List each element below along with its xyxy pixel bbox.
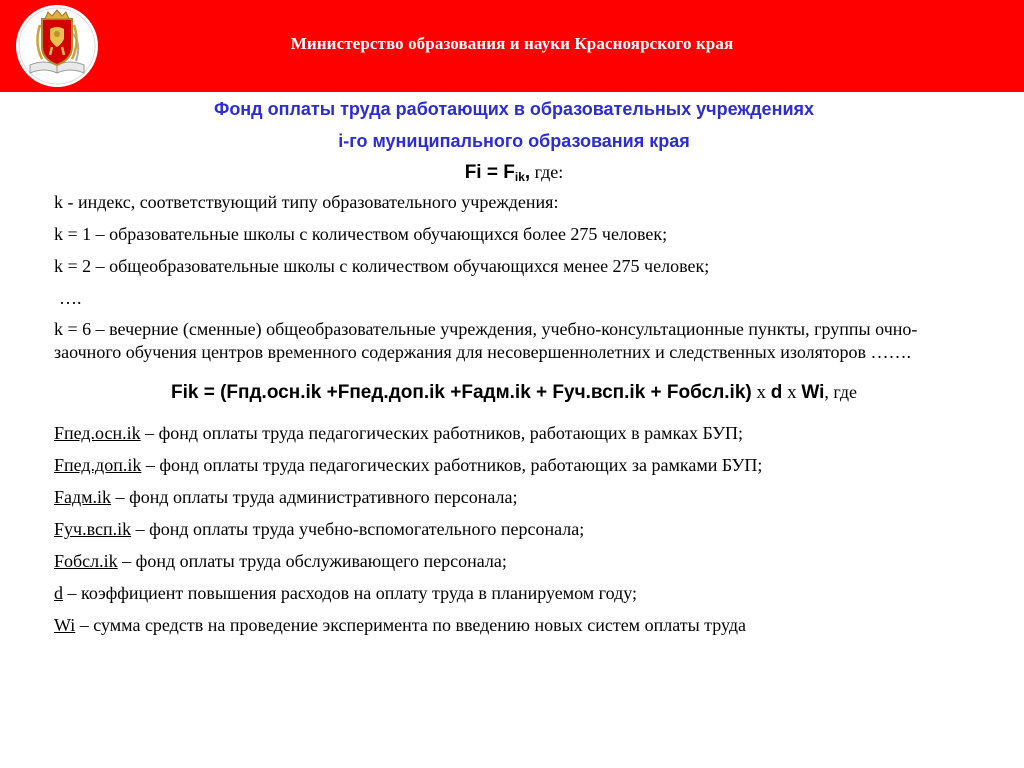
k-2-line: k = 2 – общеобразовательные школы с количеством обучающихся менее 275 человек; [54, 256, 710, 276]
slide-title-line-2: i-го муниципального образования края [338, 131, 690, 151]
definition-item [54, 422, 974, 445]
formula-fik-main: Fik = (Fпд.осн.ik +Fпед.доп.ik +Fадм.ik + Fуч.всп.ik + Fобсл.ik) [170, 382, 752, 403]
k-index-line: k - индекс, соответствующий типу образовательного учреждения: [54, 192, 559, 212]
definition-text: – сумма средств на проведение эксперимента по введению новых систем оплаты труда [75, 615, 747, 635]
definition-item [54, 582, 974, 605]
definition-item [54, 454, 974, 477]
formula-fik-where: , где [824, 382, 858, 402]
k-1-line: k = 1 – образовательные школы с количеством обучающихся более 275 человек; [54, 224, 668, 244]
formula-fi-comma: , [524, 162, 531, 183]
ellipsis-line: …. [59, 288, 82, 308]
definition-term: Fпед.доп.ik [54, 455, 142, 475]
definitions-list [54, 422, 974, 637]
definition-text: – фонд оплаты труда административного персонала; [111, 487, 518, 507]
formula-fi-where: где: [530, 162, 564, 182]
definition-item [54, 550, 974, 573]
definition-term: Fуч.всп.ik [54, 519, 132, 539]
definition-text: – коэффициент повышения расходов на оплату труда в планируемом году; [63, 583, 638, 603]
formula-fi-subscript: ik [514, 170, 525, 184]
header-bar [0, 0, 1024, 92]
formula-fik-wi: Wi [801, 382, 825, 403]
slide-title [54, 93, 974, 157]
definition-text: – фонд оплаты труда педагогических работников, работающих за рамками БУП; [141, 455, 763, 475]
header-title: Министерство образования и науки Красноярского края [290, 34, 734, 53]
definition-item [54, 518, 974, 541]
definition-item [54, 486, 974, 509]
k-6-line: k = 6 – вечерние (сменные) общеобразовательные учреждения, учебно-консультационные пункты, группы очно-заочного обучения центров временного содержания для несовершеннолетних и следственных изоляторов ……. [54, 319, 918, 362]
formula-fi-lhs: Fi = F [464, 162, 515, 183]
definition-term: d [54, 583, 63, 603]
definition-term: Fобсл.ik [54, 551, 118, 571]
slide-title-line-1: Фонд оплаты труда работающих в образовательных учреждениях [213, 99, 815, 119]
definition-text: – фонд оплаты труда учебно-вспомогательного персонала; [131, 519, 585, 539]
formula-fik-d: d [770, 382, 783, 403]
definition-text: – фонд оплаты труда педагогических работников, работающих в рамках БУП; [140, 423, 743, 443]
formula-fi [54, 158, 974, 191]
definition-term: Fпед.осн.ik [54, 423, 141, 443]
definition-term: Fадм.ik [54, 487, 112, 507]
formula-fik [54, 377, 974, 408]
definition-term: Wi [54, 615, 76, 635]
slide-content [54, 93, 974, 646]
formula-fik-times-2: х [782, 382, 802, 403]
definition-text: – фонд оплаты труда обслуживающего персонала; [117, 551, 507, 571]
formula-fik-times-1: х [751, 382, 771, 403]
definition-item [54, 614, 974, 637]
